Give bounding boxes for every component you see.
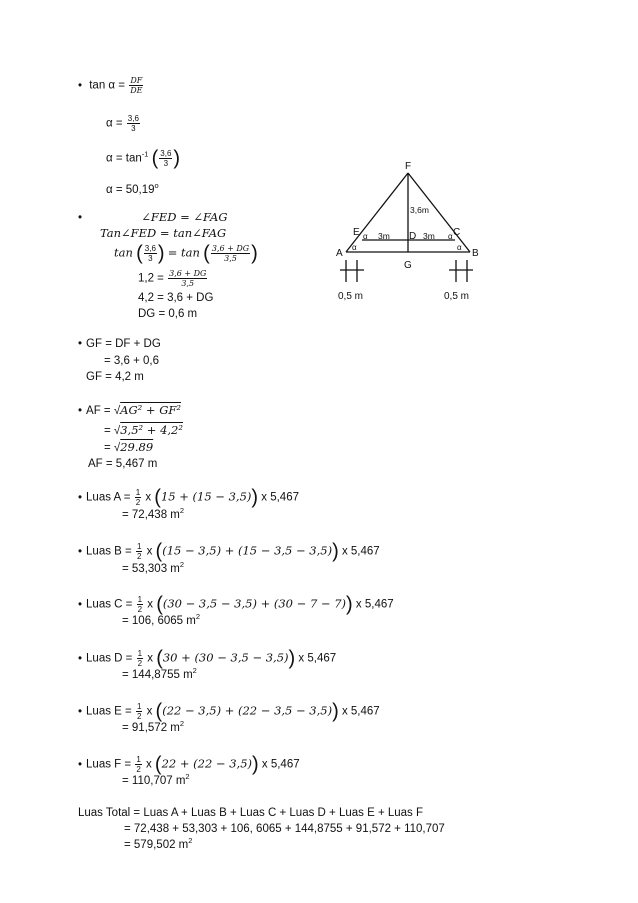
denominator: 2 xyxy=(136,712,142,721)
gf-result: GF = 4,2 m xyxy=(86,371,144,383)
total-area-result xyxy=(124,838,192,852)
area-result xyxy=(122,668,197,682)
alpha-symbol: α xyxy=(352,243,357,252)
area-value: = 144,8755 m xyxy=(122,669,193,681)
tan-alpha-definition xyxy=(78,76,144,95)
bullet: • xyxy=(78,405,83,417)
gf-sum: = 3,6 + 0,6 xyxy=(104,355,159,367)
bullet: • xyxy=(78,491,83,504)
bullet: • xyxy=(78,758,83,771)
alpha-symbol: α xyxy=(448,232,453,241)
numerator: DF xyxy=(130,76,143,85)
area-value: = 72,438 m xyxy=(122,509,180,521)
alpha-label: α = xyxy=(106,117,123,130)
area-label: Luas E = xyxy=(86,705,132,718)
label-b: B xyxy=(472,248,479,259)
area-label: Luas F = xyxy=(86,758,132,771)
fraction xyxy=(144,244,157,263)
superscript: 2 xyxy=(185,772,190,782)
alpha-symbol: α xyxy=(457,243,462,252)
superscript: -1 xyxy=(141,149,149,159)
numerator: 1 xyxy=(137,595,143,604)
left-dimension: 0,5 m xyxy=(338,291,364,302)
numerator: 3,6 xyxy=(144,244,156,253)
right-length: 3m xyxy=(423,231,435,241)
numerator: 1 xyxy=(135,488,141,497)
area-formula: • Luas A = $\frac{1}{2}$ x (15 + (15 − 3,5)) x 5,467 xyxy=(78,486,299,509)
area-expression: (22 − 3,5) + (22 − 3,5 − 3,5) xyxy=(162,703,333,718)
degree-superscript: o xyxy=(154,181,159,191)
alpha-ratio xyxy=(106,114,141,133)
superscript: 2 xyxy=(195,612,201,622)
roof-truss-diagram xyxy=(330,160,510,310)
label-f: F xyxy=(405,161,412,172)
denominator: DE xyxy=(130,86,143,95)
area-result xyxy=(122,721,184,735)
dg-equation: 4,2 = 3,6 + DG xyxy=(138,292,214,304)
angle-equation: ∠FED = ∠FAG xyxy=(141,210,228,224)
fraction xyxy=(127,114,140,133)
area-formula: • Luas E = $\frac{1}{2}$ x ((22 − 3,5) + (22 − 3,5 − 3,5)) x 5,467 xyxy=(78,700,380,723)
area-expression: 22 + (22 − 3,5) xyxy=(161,756,253,771)
area-label: Luas A = xyxy=(86,491,131,504)
dg-result: DG = 0,6 m xyxy=(138,308,198,320)
numerator: 1 xyxy=(136,755,141,764)
bullet: • xyxy=(78,652,83,665)
tan-angle-equation: Tan∠FED = tan∠FAG xyxy=(100,226,227,240)
denominator: 2 xyxy=(137,659,143,668)
fraction xyxy=(168,269,207,288)
area-value: = 91,572 m xyxy=(122,722,180,734)
superscript: 2 xyxy=(192,666,197,676)
right-dimension: 0,5 m xyxy=(444,291,470,302)
area-value: = 53,303 m xyxy=(122,563,180,575)
sqrt-icon: √ xyxy=(113,405,121,417)
area-multiplier: x 5,467 xyxy=(261,758,300,771)
radicand: 3,5² + 4,2² xyxy=(120,423,183,437)
area-label: Luas D = xyxy=(86,652,133,665)
tan-label: tan xyxy=(114,245,133,260)
area-multiplier: x 5,467 xyxy=(341,705,380,718)
radicand: 29.89 xyxy=(120,440,154,454)
area-result xyxy=(122,562,184,576)
area-result xyxy=(122,614,200,628)
area-expression: 15 + (15 − 3,5) xyxy=(160,489,252,504)
superscript: 2 xyxy=(179,560,185,570)
half-fraction xyxy=(135,488,141,507)
alpha-arctan: $\alpha = \tan^{-1}$ ( $\frac{3,6}{3}$ ) xyxy=(106,147,181,170)
half-fraction xyxy=(137,649,143,668)
numerator: 1 xyxy=(137,649,143,658)
height-label: 3,6m xyxy=(410,205,429,215)
bullet: • xyxy=(78,545,83,558)
area-multiplier: x 5,467 xyxy=(355,598,394,611)
label-d: D xyxy=(409,231,417,242)
angle-equality xyxy=(78,210,228,225)
half-fraction xyxy=(136,702,142,721)
af-sum xyxy=(104,440,153,455)
af-result: AF = 5,467 m xyxy=(88,458,158,470)
area-formula: • Luas D = $\frac{1}{2}$ x (30 + (30 − 3,5 − 3,5)) x 5,467 xyxy=(78,647,337,670)
half-fraction xyxy=(137,595,143,614)
denominator: 3,5 xyxy=(224,254,237,263)
area-expression: (15 − 3,5) + (15 − 3,5 − 3,5) xyxy=(162,543,333,558)
numerator: 3,6 + DG xyxy=(169,269,207,278)
area-formula: • Luas C = $\frac{1}{2}$ x ((30 − 3,5 − 3,5) + (30 − 7 − 7)) x 5,467 xyxy=(78,593,394,616)
denominator: 2 xyxy=(137,605,143,614)
left-length: 3m xyxy=(378,231,390,241)
half-fraction xyxy=(135,755,141,774)
gf-definition xyxy=(78,337,161,351)
fraction xyxy=(159,149,172,168)
area-formula: • Luas F = $\frac{1}{2}$ x (22 + (22 − 3,5)) x 5,467 xyxy=(78,753,300,776)
numerator: 3,6 xyxy=(160,149,172,158)
denominator: 3 xyxy=(131,124,136,133)
bullet: • xyxy=(78,705,83,718)
area-label: Luas C = xyxy=(86,598,133,611)
bullet: • xyxy=(78,338,83,350)
fraction xyxy=(211,244,250,263)
area-multiplier: x 5,467 xyxy=(341,545,380,558)
alpha-result xyxy=(106,183,159,197)
label-e: E xyxy=(353,227,360,238)
area-multiplier: x 5,467 xyxy=(298,652,337,665)
numerator: 1 xyxy=(136,542,142,551)
sqrt-icon: √ xyxy=(113,442,121,454)
sqrt-icon: √ xyxy=(113,425,121,437)
area-expression: 30 + (30 − 3,5 − 3,5) xyxy=(162,650,289,665)
numerator: 3,6 xyxy=(127,114,139,123)
af-label: AF = xyxy=(86,405,111,417)
area-value: = 110,707 m xyxy=(122,775,186,787)
label-g: G xyxy=(404,260,412,271)
denominator: 3 xyxy=(148,254,153,263)
gf-equation: GF = DF + DG xyxy=(86,338,161,350)
numerator: 3,6 + DG xyxy=(211,244,250,253)
total-value: = 579,502 m xyxy=(124,839,189,851)
tan-alpha-label: tan α = xyxy=(89,79,125,92)
alpha-arctan-label: α = tan xyxy=(106,152,142,165)
area-multiplier: x 5,467 xyxy=(261,491,299,504)
label-a: A xyxy=(336,248,343,259)
area-expression: (30 − 3,5 − 3,5) + (30 − 7 − 7) xyxy=(162,596,347,611)
af-definition xyxy=(78,403,181,418)
superscript: 2 xyxy=(179,719,185,729)
ratio-label: 1,2 = xyxy=(138,272,164,285)
radicand: AG² + GF² xyxy=(120,403,181,417)
area-formula: • Luas B = $\frac{1}{2}$ x ((15 − 3,5) + (15 − 3,5 − 3,5)) x 5,467 xyxy=(78,540,380,563)
numerator: 1 xyxy=(136,702,142,711)
denominator: 2 xyxy=(136,765,141,774)
tan-substitution: tan ( $\frac{3,6}{3}$ ) = tan ( $\frac{3,6 + DG}{3,5}$ ) xyxy=(114,242,258,265)
denominator: 3,5 xyxy=(181,279,195,288)
denominator: 2 xyxy=(136,552,142,561)
area-label: Luas B = xyxy=(86,545,132,558)
ratio-equation xyxy=(138,269,208,288)
fraction xyxy=(129,76,143,95)
equals: = xyxy=(104,425,111,437)
bullet: • xyxy=(78,79,83,92)
equals: = xyxy=(104,442,111,454)
denominator: 3 xyxy=(163,159,169,168)
area-result xyxy=(122,508,184,522)
superscript: 2 xyxy=(188,836,193,846)
label-c: C xyxy=(453,227,461,238)
equals-tan: = tan xyxy=(167,245,200,260)
half-fraction xyxy=(136,542,142,561)
area-result xyxy=(122,774,190,788)
superscript: 2 xyxy=(179,506,185,516)
bullet: • xyxy=(78,212,83,224)
total-area-formula: Luas Total = Luas A + Luas B + Luas C + Luas D + Luas E + Luas F xyxy=(78,807,424,819)
af-substitution xyxy=(104,423,183,438)
denominator: 2 xyxy=(135,498,141,507)
alpha-value: α = 50,19 xyxy=(106,184,155,196)
alpha-symbol: α xyxy=(363,232,368,241)
total-area-substitution: = 72,438 + 53,303 + 106, 6065 + 144,8755 + 91,572 + 110,707 xyxy=(124,823,445,835)
area-value: = 106, 6065 m xyxy=(122,615,196,627)
bullet: • xyxy=(78,598,83,611)
